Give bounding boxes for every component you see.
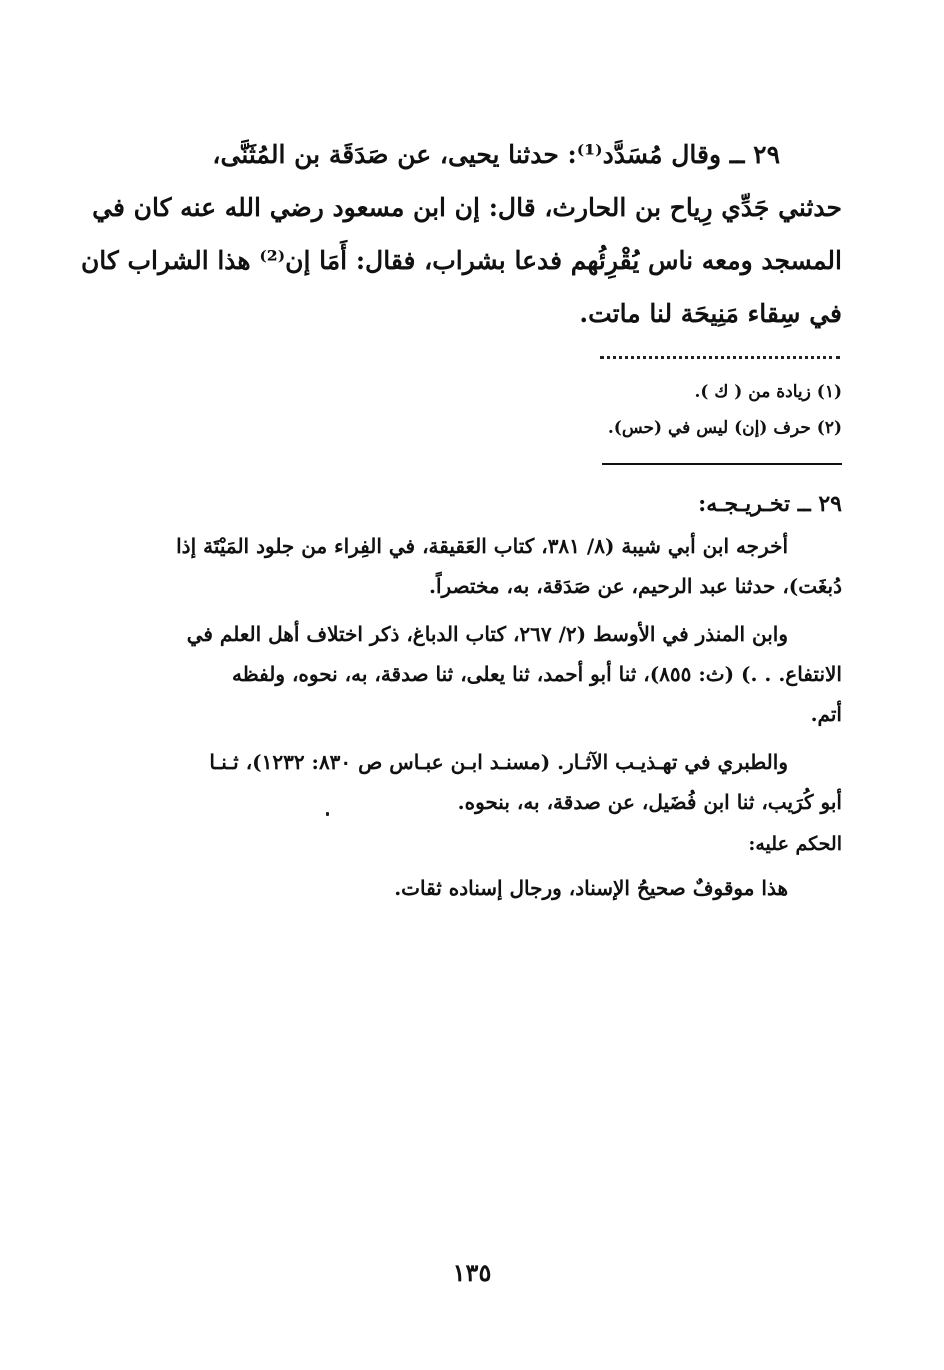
hadith-text [80,128,842,340]
takhrij-heading-text: ٢٩ ــ تخـريـجـه: [698,491,842,517]
hadith-line: حدثني جَدِّي رِياح بن الحارث، قال: إن ابن مسعود رضي الله عنه كان في [92,193,842,222]
paragraph-line: أتم. [810,702,842,726]
paragraph-line: الانتفاع. . .) (ث: ٨٥٥)، ثنا أبو أحمد، ثنا يعلى، ثنا صدقة، به، نحوه، ولفظه [231,662,842,686]
paragraph-line: أبو كُرَيب، ثنا ابن فُضَيل، عن صدقة، به، بنحوه. [457,790,842,814]
hadith-line: في سِقاء مَنِيحَة لنا ماتت. [579,299,842,328]
paragraph-line: وابن المنذر في الأوسط (٢/ ٢٦٧، كتاب الدباغ، ذكر اختلاف أهل العلم في [186,622,788,646]
takhrij-heading [108,484,842,524]
takhrij-paragraph-2 [108,614,842,734]
takhrij-paragraph-1 [108,526,842,606]
section-divider [602,463,842,465]
footnote-separator [600,342,840,359]
print-speck [326,812,329,816]
page-number: ١٣٥ [452,1258,492,1287]
hadith-line: المسجد ومعه ناس يُقْرِئُهم فدعا بشراب، فقال: أَمَا إن⁽²⁾ هذا الشراب كان [80,246,842,275]
footnote-2: (٢) حرف (إن) ليس في (حس). [607,418,842,438]
hukm-heading-text: الحكم عليه: [748,833,842,855]
hukm-line: هذا موقوفٌ صحيحُ الإسناد، ورجال إسناده ثقات. [394,876,788,900]
hukm-text [108,868,842,908]
paragraph-line: أخرجه ابن أبي شيبة (٨/ ٣٨١، كتاب العَقيقة، في الفِراء من جلود المَيْتَة إذا [176,534,788,558]
footnote-1: (١) زيادة من ( ك ). [694,382,842,402]
hadith-line: ٢٩ ــ وقال مُسَدَّد⁽¹⁾: حدثنا يحيى، عن صَدَقَة بن المُثَنَّى، [212,140,780,169]
hukm-heading [108,826,842,862]
paragraph-line: دُبغَت)، حدثنا عبد الرحيم، عن صَدَقة، به، مختصراً. [429,574,842,598]
paragraph-line: والطبري في تهـذيـب الآثـار. (مسنـد ابـن عبـاس ص ٨٣٠: ١٢٣٢)، ثـنـا [209,750,788,774]
takhrij-paragraph-3 [108,742,842,822]
footnotes [108,374,842,446]
